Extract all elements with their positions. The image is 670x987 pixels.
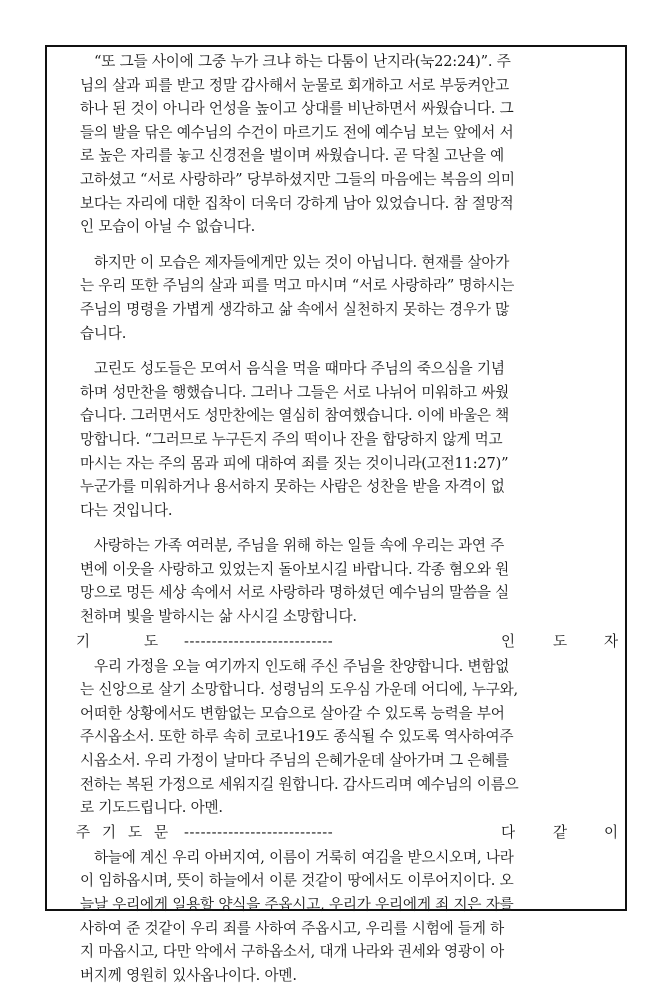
paragraph-gap [80, 522, 614, 534]
heading-char: 다 [501, 823, 516, 841]
text-line: 이 임하옵시며, 뜻이 하늘에서 이룬 것같이 땅에서도 이루어지이다. 오 [80, 872, 514, 890]
text-line: 인 모습이 아닐 수 없습니다. [80, 218, 256, 236]
text-line: 하늘에 계신 우리 아버지여, 이름이 거룩히 여김을 받으시오며, 나라 [94, 848, 514, 866]
text-line: 하나 된 것이 아니라 언성을 높이고 상대를 비난하면서 싸웠습니다. 그 [80, 100, 514, 118]
text-line: 보다는 자리에 대한 집착이 더욱더 강하게 남아 있었습니다. 참 절망적 [80, 194, 514, 212]
sermon-paragraph-3 [80, 357, 614, 522]
text-line: 는 우리 또한 주님의 살과 피를 먹고 마시며 “서로 사랑하라” 명하시는 [80, 277, 515, 295]
heading-char: 인 [501, 632, 516, 650]
text-line: 고하셨고 “서로 사랑하라” 당부하셨지만 그들의 마음에는 복음의 의미 [80, 170, 515, 188]
heading-dash-leader: --------------------------- [184, 823, 334, 841]
text-line: 하지만 이 모습은 제자들에게만 있는 것이 아닙니다. 현재를 살아가 [94, 253, 510, 271]
lords-prayer-body [80, 846, 614, 987]
sermon-paragraph-2 [80, 251, 614, 345]
text-line: 로 기도드립니다. 아멘. [80, 799, 223, 817]
text-line: 누군가를 미워하거나 용서하지 못하는 사람은 성찬을 받을 자격이 없 [80, 478, 505, 496]
text-line: 주님의 명령을 가볍게 생각하고 삶 속에서 실천하지 못하는 경우가 많 [80, 300, 510, 318]
heading-dash-leader: --------------------------- [184, 632, 334, 650]
text-line: 버지께 영원히 있사옵나이다. 아멘. [80, 966, 297, 984]
heading-char: 기 [102, 823, 117, 841]
text-line: 천하며 빛을 발하시는 삶 사시길 소망합니다. [80, 608, 357, 626]
text-line: 하며 성만찬을 행했습니다. 그러나 그들은 서로 나뉘어 미워하고 싸웠 [80, 383, 510, 401]
heading-char: 도 [144, 632, 159, 650]
heading-char: 도 [128, 823, 143, 841]
text-line: 들의 발을 닦은 예수님의 수건이 마르기도 전에 예수님 보는 앞에서 서 [80, 123, 514, 141]
text-line: 사하여 준 것같이 우리 죄를 사하여 주옵시고, 우리를 시험에 들게 하 [80, 919, 505, 937]
text-line: “또 그들 사이에 그중 누가 크냐 하는 다툼이 난지라(눅22:24)”. 주 [94, 53, 511, 70]
prayer-heading [74, 629, 620, 655]
paragraph-gap [80, 345, 614, 357]
text-line: 시옵소서. 우리 가정이 날마다 주님의 은혜가운데 살아가며 그 은혜를 [80, 752, 510, 770]
text-line: 는 신앙으로 살기 소망합니다. 성령님의 도우심 가운데 어디에, 누구와, [80, 681, 518, 699]
text-line: 고린도 성도들은 모여서 음식을 먹을 때마다 주님의 죽으심을 기념 [94, 360, 505, 378]
text-line: 망으로 멍든 세상 속에서 서로 사랑하라 명하셨던 예수님의 말씀을 실 [80, 584, 510, 602]
heading-char: 기 [76, 632, 91, 650]
text-line: 주시옵소서. 또한 하루 속히 코로나19도 종식될 수 있도록 역사하여주 [80, 728, 514, 746]
text-line: 마시는 자는 주의 몸과 피에 대하여 죄를 짓는 것이니라(고전11:27)” [80, 454, 509, 472]
text-line: 늘날 우리에게 일용할 양식을 주옵시고, 우리가 우리에게 죄 지은 자를 [80, 896, 514, 913]
heading-char: 같 [553, 823, 568, 841]
heading-char: 문 [154, 823, 169, 841]
text-line: 님의 살과 피를 받고 정말 감사해서 눈물로 회개하고 서로 부둥켜안고 [80, 76, 510, 94]
heading-char: 자 [604, 632, 619, 650]
prayer-body [80, 655, 614, 820]
sermon-paragraph-1 [80, 50, 614, 239]
text-line: 우리 가정을 오늘 여기까지 인도해 주신 주님을 찬양합니다. 변함없 [94, 657, 510, 675]
heading-char: 도 [553, 632, 568, 650]
heading-char: 주 [76, 823, 91, 841]
text-line: 전하는 복된 가정으로 세워지길 원합니다. 감사드리며 예수님의 이름으 [80, 775, 519, 793]
text-line: 사랑하는 가족 여러분, 주님을 위해 하는 일들 속에 우리는 과연 주 [94, 537, 505, 555]
text-line: 습니다. [80, 324, 127, 342]
paragraph-gap [80, 239, 614, 251]
text-line: 망합니다. “그러므로 누구든지 주의 떡이나 잔을 합당하지 않게 먹고 [80, 430, 503, 448]
text-line: 변에 이웃을 사랑하고 있었는지 돌아보시길 바랍니다. 각종 혐오와 원 [80, 560, 510, 578]
heading-char: 이 [604, 823, 619, 841]
text-line: 로 높은 자리를 놓고 신경전을 벌이며 싸웠습니다. 곧 닥칠 고난을 예 [80, 147, 505, 165]
text-line: 지 마옵시고, 다만 악에서 구하옵소서, 대개 나라와 권세와 영광이 아 [80, 943, 505, 961]
text-line: 어떠한 상황에서도 변함없는 모습으로 살아갈 수 있도록 능력을 부어 [80, 704, 505, 722]
bulletin-content [76, 50, 619, 987]
text-line: 다는 것입니다. [80, 501, 173, 519]
text-line: 습니다. 그러면서도 성만찬에는 열심히 참여했습니다. 이에 바울은 책 [80, 407, 510, 425]
sermon-paragraph-4 [80, 534, 614, 628]
lords-prayer-heading [74, 820, 620, 846]
